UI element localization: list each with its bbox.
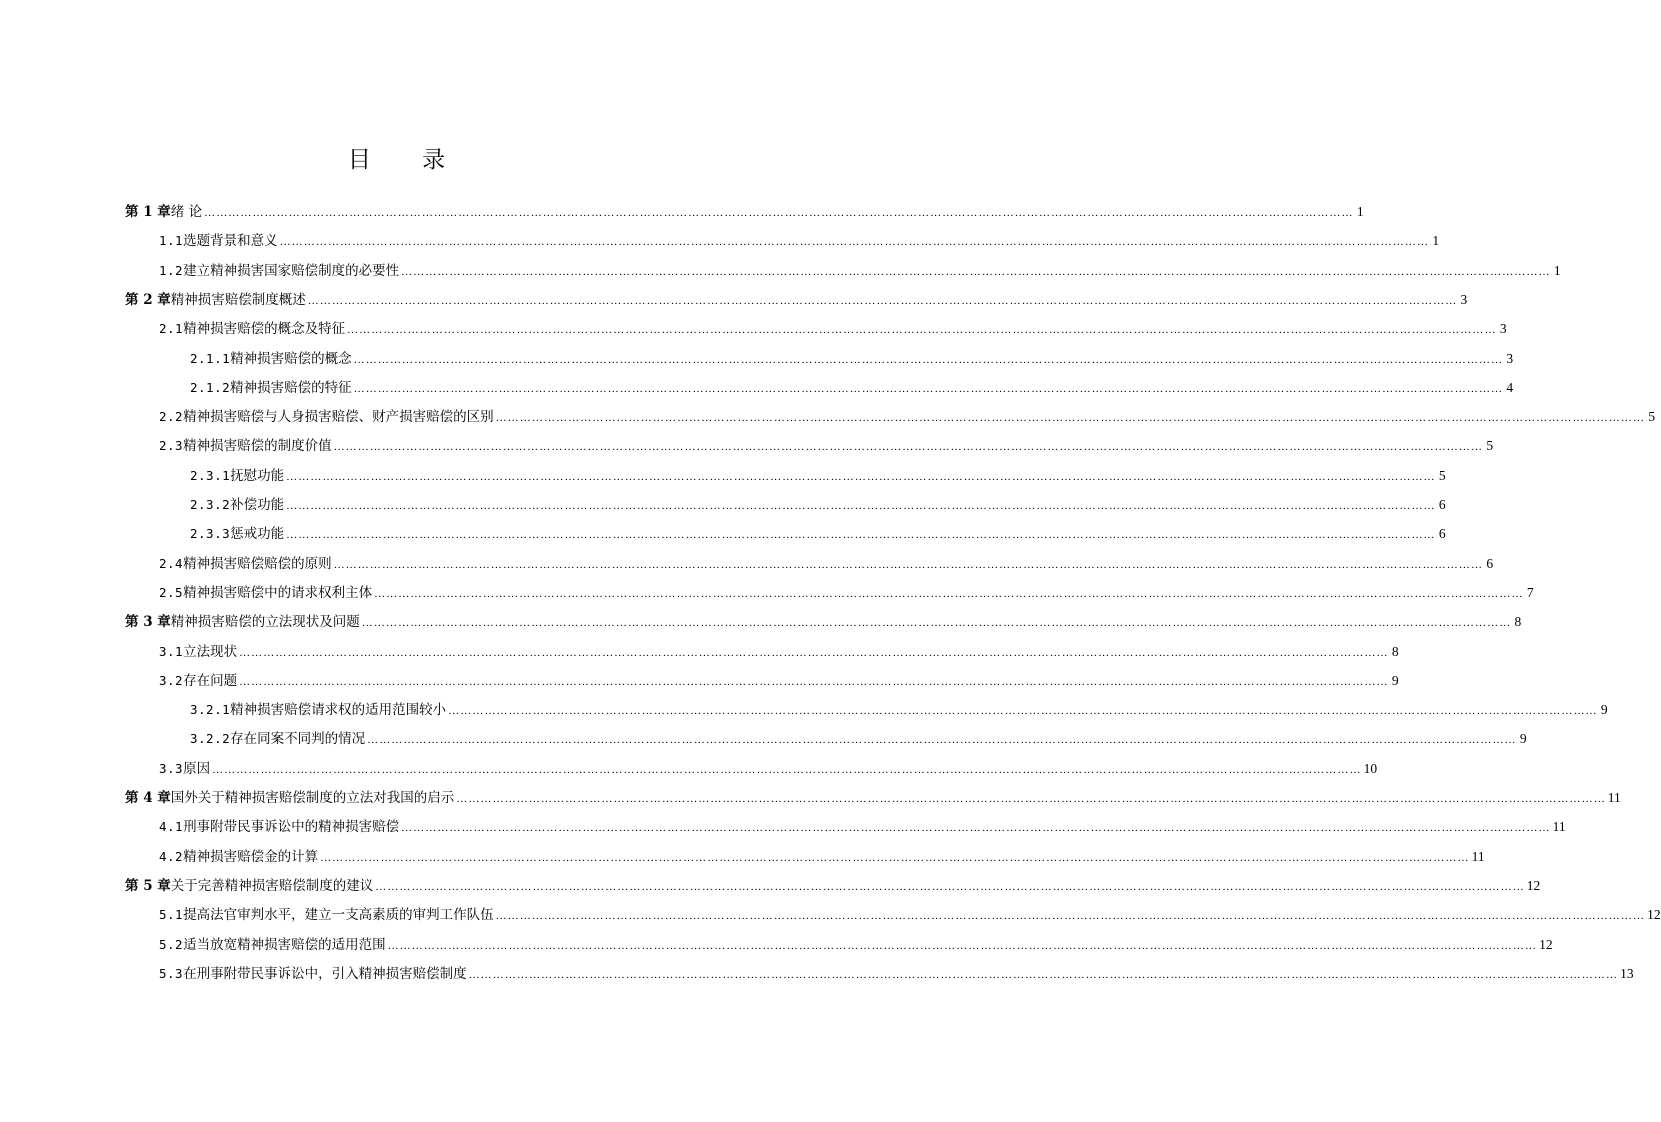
toc-entry-title: 适当放宽精神损害赔偿的适用范围 [183, 936, 386, 953]
toc-entry-number: 2.1.2 [190, 379, 231, 395]
toc-entry-title: 精神损害赔偿与人身损害赔偿、财产损害赔偿的区别 [183, 409, 494, 426]
toc-entry[interactable] [0, 699, 1608, 721]
toc-page-number: 11 [1552, 819, 1566, 835]
toc-entry[interactable] [0, 494, 1446, 516]
toc-entry-number: 2.4 [159, 555, 184, 571]
toc-dot-leader: …………………………………………………………………………………………………………………………………………………………………………………………………………………………………………………………… [401, 265, 1551, 278]
toc-page-number: 11 [1471, 848, 1485, 864]
toc-entry[interactable] [0, 670, 1399, 692]
toc-page-number: 5 [1438, 467, 1446, 483]
toc-entry-number: 2.3.3 [190, 526, 231, 542]
toc-entry[interactable] [0, 846, 1485, 868]
toc-dot-leader: …………………………………………………………………………………………………………………………………………………………………………………………………………………………………………………………… [367, 734, 1517, 747]
toc-entry-title: 精神损害赔偿的特征 [230, 379, 352, 396]
toc-entry[interactable] [0, 611, 1522, 633]
toc-dot-leader: …………………………………………………………………………………………………………………………………………………………………………………………………………………………………………………………… [361, 617, 1512, 630]
toc-entry[interactable] [0, 406, 1656, 428]
toc-entry-title: 在刑事附带民事诉讼中，引入精神损害赔偿制度 [183, 965, 467, 982]
toc-entry-title: 抚慰功能 [230, 467, 285, 484]
toc-dot-leader: …………………………………………………………………………………………………………………………………………………………………………………………………………………………………………………………… [333, 558, 1484, 571]
toc-entry-title: 原因 [183, 760, 211, 777]
toc-page-number: 7 [1526, 584, 1534, 600]
toc-dot-leader: …………………………………………………………………………………………………………………………………………………………………………………………………………………………………………………………… [375, 880, 1525, 893]
toc-page-number: 9 [1600, 702, 1608, 718]
toc-entry-title: 存在同案不同判的情况 [230, 731, 366, 748]
toc-page-number: 3 [1506, 350, 1514, 366]
toc-page-number: 3 [1499, 321, 1507, 337]
toc-entry-title: 惩戒功能 [230, 526, 285, 543]
toc-entry[interactable] [0, 787, 1621, 809]
toc-page-number: 12 [1539, 936, 1553, 952]
toc-entry[interactable] [0, 641, 1399, 663]
toc-dot-leader: …………………………………………………………………………………………………………………………………………………………………………………………………………………………………………………………… [333, 441, 1484, 454]
toc-entry-number: 第 5 章 [125, 877, 171, 894]
toc-page-number: 9 [1519, 731, 1527, 747]
toc-entry-number: 第 4 章 [125, 790, 171, 806]
toc-entry[interactable] [0, 289, 1468, 311]
toc-entry-number: 1.2 [159, 262, 184, 278]
toc-entry[interactable] [0, 435, 1494, 457]
toc-entry-number: 5.3 [159, 965, 184, 981]
toc-entry-number: 3.2.1 [190, 702, 231, 718]
toc-entry[interactable] [0, 582, 1534, 604]
toc-page-number: 1 [1553, 262, 1561, 278]
toc-dot-leader: …………………………………………………………………………………………………………………………………………………………………………………………………………………………………………………………… [286, 470, 1436, 483]
toc-dot-leader: …………………………………………………………………………………………………………………………………………………………………………………………………………………………………………………………… [401, 822, 1551, 835]
toc-page-number: 8 [1514, 614, 1522, 630]
toc-entry-title: 精神损害赔偿的概念及特征 [183, 321, 346, 338]
toc-dot-leader: …………………………………………………………………………………………………………………………………………………………………………………………………………………………………………………………… [239, 675, 1389, 688]
toc-page-number: 1 [1356, 204, 1364, 219]
toc-entry-number: 3.3 [159, 760, 184, 776]
toc-entry[interactable] [0, 553, 1494, 575]
toc-entry-number: 3.2.2 [190, 731, 231, 747]
toc-entry-title: 精神损害赔偿中的请求权利主体 [183, 584, 373, 601]
toc-entry-title: 精神损害赔偿金的计算 [183, 848, 319, 865]
toc-entry[interactable] [0, 260, 1561, 282]
toc-entry-title: 选题背景和意义 [183, 233, 278, 250]
toc-dot-leader: …………………………………………………………………………………………………………………………………………………………………………………………………………………………………………………………… [374, 587, 1524, 600]
toc-entry-number: 3.1 [159, 643, 184, 659]
toc-entry-title: 提高法官审判水平，建立一支高素质的审判工作队伍 [183, 907, 494, 924]
toc-page-number: 13 [1620, 965, 1634, 981]
toc-entry[interactable] [0, 934, 1553, 956]
toc-entry[interactable] [0, 728, 1527, 750]
toc-page-number: 6 [1438, 526, 1446, 542]
toc-page-number: 5 [1486, 438, 1494, 454]
toc-entry-number: 4.2 [159, 848, 184, 864]
toc-page-number: 4 [1506, 379, 1514, 395]
toc-page-number: 9 [1391, 672, 1399, 688]
toc-page-number: 12 [1526, 877, 1541, 893]
toc-entry[interactable] [0, 963, 1634, 985]
toc-dot-leader: …………………………………………………………………………………………………………………………………………………………………………………………………………………………………………………………… [320, 851, 1470, 864]
toc-page-number: 3 [1460, 291, 1468, 307]
toc-entry[interactable] [0, 465, 1446, 487]
toc-entry[interactable] [0, 816, 1566, 838]
toc-entry[interactable] [0, 318, 1507, 340]
toc-dot-leader: …………………………………………………………………………………………………………………………………………………………………………………………………………………………………………………………… [448, 705, 1598, 718]
toc-page-number: 12 [1647, 907, 1661, 923]
toc-entry[interactable] [0, 523, 1446, 545]
toc-page-number: 10 [1363, 760, 1378, 776]
toc-dot-leader: …………………………………………………………………………………………………………………………………………………………………………………………………………………………………………………………… [495, 910, 1646, 923]
toc-dot-leader: …………………………………………………………………………………………………………………………………………………………………………………………………………………………………………………………… [456, 793, 1606, 805]
toc-dot-leader: …………………………………………………………………………………………………………………………………………………………………………………………………………………………………………………………… [495, 412, 1646, 425]
toc-entry-number: 2.1 [159, 321, 184, 337]
toc-entry-title: 精神损害赔偿赔偿的原则 [183, 555, 332, 572]
toc-entry[interactable] [0, 904, 1661, 926]
toc-entry-number: 1.1 [159, 233, 184, 249]
toc-page-number: 5 [1648, 409, 1656, 425]
toc-entry-number: 第 3 章 [125, 614, 171, 631]
toc-page-number: 6 [1438, 497, 1446, 512]
toc-entry-title: 精神损害赔偿的立法现状及问题 [170, 614, 360, 631]
toc-dot-leader: …………………………………………………………………………………………………………………………………………………………………………………………………………………………………………………………… [468, 968, 1619, 981]
toc-entry-title: 补偿功能 [230, 497, 285, 513]
toc-page-number: 8 [1391, 643, 1399, 659]
toc-entry-number: 5.2 [159, 936, 184, 952]
toc-entry-number: 第 1 章 [125, 204, 171, 220]
toc-entry-number: 3.2 [159, 672, 184, 688]
toc-entry[interactable] [0, 758, 1378, 780]
toc-entry-number: 2.3 [159, 438, 184, 454]
toc-entry-number: 2.2 [159, 409, 184, 425]
toc-dot-leader: …………………………………………………………………………………………………………………………………………………………………………………………………………………………………………………………… [212, 763, 1362, 776]
toc-page-number: 1 [1432, 233, 1440, 249]
toc-page-number: 11 [1607, 790, 1621, 805]
toc-entry-number: 2.3.2 [190, 497, 231, 512]
toc-entry-title: 存在问题 [183, 672, 238, 689]
toc-dot-leader: …………………………………………………………………………………………………………………………………………………………………………………………………………………………………………………………… [353, 353, 1504, 366]
toc-dot-leader: …………………………………………………………………………………………………………………………………………………………………………………………………………………………………………………………… [307, 294, 1458, 307]
toc-dot-leader: …………………………………………………………………………………………………………………………………………………………………………………………………………………………………………………………… [347, 324, 1497, 337]
toc-entry[interactable] [0, 201, 1364, 223]
toc-dot-leader: …………………………………………………………………………………………………………………………………………………………………………………………………………………………………………………………… [387, 939, 1538, 952]
toc-entry-title: 关于完善精神损害赔偿制度的建议 [170, 877, 374, 894]
toc-dot-leader: …………………………………………………………………………………………………………………………………………………………………………………………………………………………………………………………… [286, 500, 1436, 512]
toc-dot-leader: …………………………………………………………………………………………………………………………………………………………………………………………………………………………………………………………… [239, 646, 1389, 659]
toc-entry-title: 立法现状 [183, 643, 238, 660]
toc-dot-leader: …………………………………………………………………………………………………………………………………………………………………………………………………………………………………………………………… [204, 207, 1354, 219]
toc-dot-leader: …………………………………………………………………………………………………………………………………………………………………………………………………………………………………………………………… [353, 382, 1504, 395]
toc-entry[interactable] [0, 875, 1541, 897]
toc-entry-title: 刑事附带民事诉讼中的精神损害赔偿 [183, 819, 400, 836]
toc-entry-number: 2.5 [159, 584, 184, 600]
toc-entry[interactable] [0, 348, 1514, 370]
toc-entry-title: 精神损害赔偿请求权的适用范围较小 [230, 702, 447, 719]
toc-entry-title: 建立精神损害国家赔偿制度的必要性 [183, 262, 400, 279]
toc-dot-leader: …………………………………………………………………………………………………………………………………………………………………………………………………………………………………………………………… [279, 236, 1430, 249]
toc-entry-title: 绪 论 [170, 204, 203, 220]
toc-entry-number: 2.3.1 [190, 467, 231, 483]
toc-entry-title: 精神损害赔偿的概念 [230, 350, 352, 367]
toc-dot-leader: …………………………………………………………………………………………………………………………………………………………………………………………………………………………………………………………… [286, 529, 1436, 542]
toc-entry-number: 5.1 [159, 907, 184, 923]
page-title: 目 录 [347, 147, 468, 173]
toc-entry-title: 国外关于精神损害赔偿制度的立法对我国的启示 [170, 790, 455, 806]
toc-entry[interactable] [0, 230, 1440, 252]
toc-page-number: 6 [1486, 555, 1494, 571]
toc-entry-title: 精神损害赔偿的制度价值 [183, 438, 332, 455]
toc-entry[interactable] [0, 377, 1514, 399]
toc-entry-number: 第 2 章 [125, 291, 171, 308]
toc-entry-number: 2.1.1 [190, 350, 231, 366]
toc-entry-title: 精神损害赔偿制度概述 [170, 291, 306, 308]
toc-entry-number: 4.1 [159, 819, 184, 835]
